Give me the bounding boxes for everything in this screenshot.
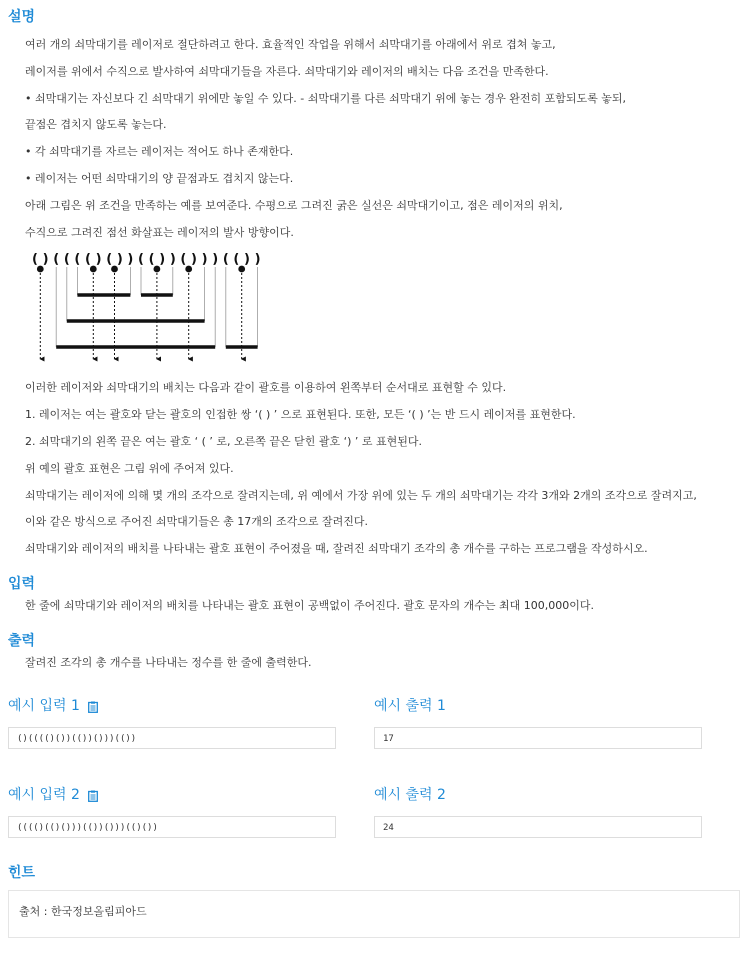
figure-paren: (: [222, 253, 229, 268]
desc-paragraph: 끝점은 겹치지 않도록 놓는다.: [25, 118, 167, 132]
figure-paren: (: [85, 253, 91, 268]
laser-point: [185, 266, 192, 273]
desc-paragraph: • 레이저는 어떤 쇠막대기의 양 끝점과도 겹치지 않는다.: [25, 171, 294, 185]
desc-paragraph: 2. 쇠막대기의 왼쪽 끝은 여는 괄호 ‘ ( ’ 로, 오른쪽 끝은 닫힌 괄호 ‘) ’ 로 표현된다.: [25, 434, 423, 448]
sample-input-box[interactable]: ()(((()())(())()))(()): [8, 727, 336, 749]
desc-paragraph: 아래 그림은 위 조건을 만족하는 예를 보여준다. 수평으로 그려진 굵은 실선은 쇠막대기이고, 점은 레이저의 위치,: [25, 198, 563, 212]
figure-paren: (: [32, 253, 38, 268]
desc-paragraph: • 쇠막대기는 자신보다 긴 쇠막대기 위에만 놓일 수 있다. - 쇠막대기를 다른 쇠막대기 위에 놓는 경우 완전히 포함되도록 놓되,: [25, 91, 627, 105]
hint-box: [8, 890, 740, 938]
figure-paren: (: [233, 253, 240, 268]
sample-input-box[interactable]: (((()(()()))(())()))(()()): [8, 816, 336, 838]
sample-row-1: [8, 697, 740, 749]
output-text: 잘려진 조각의 총 개수를 나타내는 정수를 한 줄에 출력한다.: [25, 655, 312, 669]
sample-output-box[interactable]: 24: [374, 816, 702, 838]
figure-paren: ): [169, 253, 176, 268]
figure-paren: ): [191, 253, 197, 268]
clipboard-icon[interactable]: [88, 789, 98, 801]
figure-paren: ): [42, 253, 49, 268]
iron-bar-diagram: [28, 253, 268, 369]
desc-paragraph: • 각 쇠막대기를 자르는 레이저는 적어도 하나 존재한다.: [25, 145, 294, 159]
laser-point: [90, 266, 97, 273]
input-section: [8, 575, 740, 615]
figure-paren: ): [201, 253, 208, 268]
figure-paren: (: [148, 253, 155, 268]
description-title: 설명: [8, 9, 36, 25]
sample-output-title: 예시 출력 2: [374, 786, 446, 803]
sample-input-1: [8, 697, 374, 749]
figure-paren: ): [244, 253, 250, 268]
input-title: 입력: [8, 575, 36, 592]
desc-paragraph: 위 예의 괄호 표현은 그림 위에 주어져 있다.: [25, 461, 234, 475]
iron-bar-figure: [28, 253, 268, 369]
desc-paragraph: 이와 같은 방식으로 주어진 쇠막대기들은 총 17개의 조각으로 잘려진다.: [25, 515, 368, 529]
laser-point: [37, 266, 44, 273]
sample-output-title: 예시 출력 1: [374, 697, 446, 714]
figure-paren: (: [53, 253, 60, 268]
sample-input-title: 예시 입력 1: [8, 697, 80, 714]
description-bottom: [8, 375, 740, 563]
figure-paren: ): [95, 253, 102, 268]
figure-paren: (: [74, 253, 81, 268]
input-text: 한 줄에 쇠막대기와 레이저의 배치를 나타내는 괄호 표현이 공백없이 주어진다. 괄호 문자의 개수는 최대 100,000이다.: [25, 598, 594, 612]
sample-input-title: 예시 입력 2: [8, 786, 80, 803]
figure-paren: (: [138, 253, 144, 268]
laser-point: [238, 266, 245, 273]
description-section: [8, 0, 740, 563]
figure-paren: ): [127, 253, 134, 268]
figure-paren: (: [63, 253, 70, 268]
output-title: 출력: [8, 632, 36, 649]
figure-paren: ): [212, 253, 219, 268]
desc-paragraph: 수직으로 그려진 점선 화살표는 레이저의 발사 방향이다.: [25, 225, 294, 239]
figure-paren: (: [180, 253, 187, 268]
hint-text: 출처 : 한국정보올림피아드: [19, 904, 147, 918]
hint-title: 힌트: [8, 864, 36, 881]
laser-point: [111, 266, 118, 273]
desc-paragraph: 레이저를 위에서 수직으로 발사하여 쇠막대기들을 자른다. 쇠막대기와 레이저의 배치는 다음 조건을 만족한다.: [25, 64, 549, 78]
desc-paragraph: 여러 개의 쇠막대기를 레이저로 절단하려고 한다. 효율적인 작업을 위해서 쇠막대기를 아래에서 위로 겹쳐 놓고,: [25, 38, 556, 51]
sample-input-2: [8, 786, 374, 838]
hint-section: [8, 864, 740, 938]
description-top: [8, 32, 740, 246]
desc-paragraph: 쇠막대기는 레이저에 의해 몇 개의 조각으로 잘려지는데, 위 예에서 가장 위에 있는 두 개의 쇠막대기는 각각 3개와 2개의 조각으로 잘려지고,: [25, 488, 697, 502]
clipboard-icon[interactable]: [88, 700, 98, 712]
desc-paragraph: 쇠막대기와 레이저의 배치를 나타내는 괄호 표현이 주어졌을 때, 잘려진 쇠막대기 조각의 총 개수를 구하는 프로그램을 작성하시오.: [25, 542, 648, 556]
output-section: [8, 632, 740, 672]
laser-point: [154, 266, 161, 273]
sample-row-2: [8, 786, 740, 838]
figure-paren: (: [106, 253, 113, 268]
desc-paragraph: 이러한 레이저와 쇠막대기의 배치는 다음과 같이 괄호를 이용하여 왼쪽부터 순서대로 표현할 수 있다.: [25, 381, 507, 395]
sample-output-2: [374, 786, 740, 838]
sample-output-1: [374, 697, 740, 749]
figure-paren: ): [116, 253, 123, 268]
sample-output-box[interactable]: 17: [374, 727, 702, 749]
figure-paren: ): [254, 253, 261, 268]
figure-paren: ): [159, 253, 166, 268]
desc-paragraph: 1. 레이저는 여는 괄호와 닫는 괄호의 인접한 쌍 ‘( ) ’ 으로 표현된다. 또한, 모든 ‘( ) ’는 반 드시 레이저를 표현한다.: [25, 408, 576, 422]
